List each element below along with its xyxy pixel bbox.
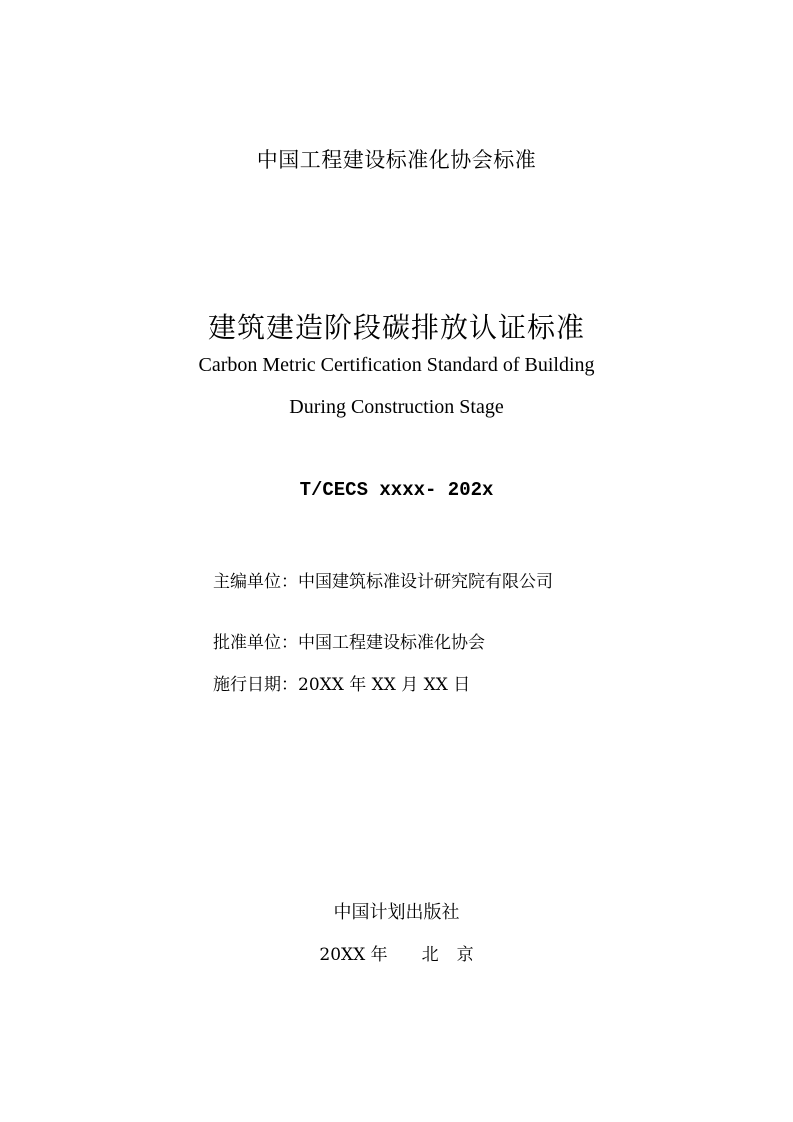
approver-unit-label: 批准单位： — [213, 633, 298, 653]
document-title-english-line-1: Carbon Metric Certification Standard of Building — [198, 354, 595, 376]
editor-unit-row — [213, 567, 553, 592]
publication-line — [0, 940, 793, 965]
issuer-heading: 中国工程建设标准化协会标准 — [256, 148, 537, 172]
document-title-chinese: 建筑建造阶段碳排放认证标准 — [207, 311, 585, 344]
publication-year: 20XX 年 — [319, 945, 388, 965]
publication-city: 北京 — [421, 945, 492, 965]
approver-unit-row — [213, 628, 485, 653]
editor-unit-value: 中国建筑标准设计研究院有限公司 — [298, 572, 553, 592]
standard-code: T/CECS xxxx- 202x — [299, 479, 494, 501]
approver-unit-value: 中国工程建设标准化协会 — [298, 633, 485, 653]
document-title-english-line-2: During Construction Stage — [289, 396, 504, 418]
publisher-name: 中国计划出版社 — [333, 902, 460, 923]
effective-date-row — [213, 670, 470, 695]
editor-unit-label: 主编单位： — [213, 572, 298, 592]
effective-date-value: 20XX 年 XX 月 XX 日 — [298, 675, 471, 695]
effective-date-label: 施行日期： — [213, 675, 298, 695]
